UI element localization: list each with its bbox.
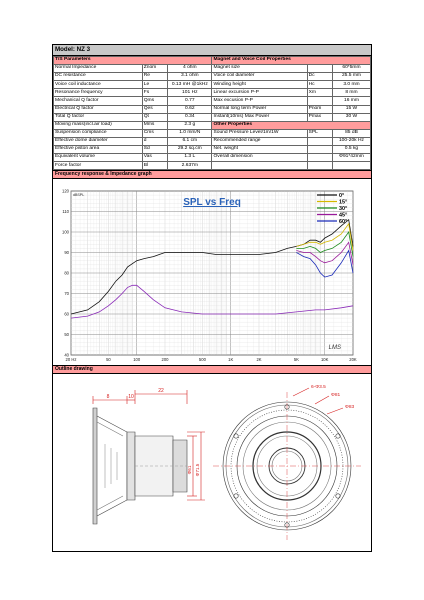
prop-value: 30 W <box>332 113 370 121</box>
x-tick-label: 100 <box>133 357 141 363</box>
x-tick-label: 500 <box>198 357 206 363</box>
legend-label: 45° <box>339 212 348 219</box>
frequency-graph <box>53 179 371 365</box>
model-title: Model: NZ 3 <box>53 45 371 56</box>
prop-value: 16 mm <box>332 97 370 105</box>
legend-label: 60° <box>339 219 348 226</box>
ts-name: Moving mass(incl.air load) <box>54 121 143 129</box>
dim-circle-3: Φ83 <box>345 405 355 411</box>
prop-symbol <box>307 65 332 73</box>
empty-cell <box>332 162 370 170</box>
x-tick-label: 1K <box>228 357 234 363</box>
prop-value: 3.0 mm <box>332 81 370 89</box>
x-tick-label: 20K <box>349 357 357 363</box>
ts-symbol: Qt <box>142 113 167 121</box>
ts-value: 0.13 mH @1kHz <box>168 81 212 89</box>
y-tick-label: 100 <box>62 229 69 235</box>
prop-symbol <box>307 97 332 105</box>
y-tick-label: 90 <box>64 250 69 256</box>
front-view <box>213 388 361 540</box>
ts-name: Electrical Q factor <box>54 105 143 113</box>
legend-label: 15° <box>339 199 348 206</box>
y-tick-label: 120 <box>62 188 69 194</box>
empty-cell <box>307 162 332 170</box>
prop-name: Max excusion P-P <box>212 97 307 105</box>
prop-value: 8 mm <box>332 89 370 97</box>
prop-value: 15 W <box>332 105 370 113</box>
prop-name: Magnet size <box>212 65 307 73</box>
ts-symbol: Re <box>142 73 167 81</box>
table-row <box>54 154 371 162</box>
prop-value: 85 dB <box>332 129 370 137</box>
ts-value: 6.1 cm <box>168 137 212 145</box>
prop-symbol: Xm <box>307 89 332 97</box>
dim-top-1: 8 <box>106 394 110 401</box>
datasheet <box>52 44 372 552</box>
ts-name: Voice coil inductance <box>54 81 143 89</box>
table-row <box>54 73 371 81</box>
ts-symbol: Bl <box>142 162 167 170</box>
mv-header: Magnet and Voice Coil Properties <box>212 57 371 65</box>
prop-symbol <box>307 154 332 162</box>
prop-name: Net. weight <box>212 146 307 154</box>
prop-name: Winding height <box>212 81 307 89</box>
x-tick-label: 200 <box>161 357 169 363</box>
prop-value: 60*5mm <box>332 65 370 73</box>
table-row <box>54 81 371 89</box>
x-tick-label: 5K <box>293 357 299 363</box>
ts-name: Resonance frequency <box>54 89 143 97</box>
dim-side-1: Φ61 <box>187 465 192 475</box>
prop-name: Instant(10ms) Max Power <box>212 113 307 121</box>
prop-name: Normal long term Power <box>212 105 307 113</box>
chart-title: SPL vs Freq <box>183 197 241 209</box>
table-row <box>54 129 371 137</box>
table-row <box>54 105 371 113</box>
ts-header: T/S Parameters <box>54 57 212 65</box>
ts-value: 1.3 L <box>168 154 212 162</box>
prop-name: Linear excursion P-P <box>212 89 307 97</box>
outline-svg <box>53 374 371 542</box>
dim-top-2: 10 <box>128 394 134 401</box>
other-header: Other Properties <box>212 121 371 129</box>
prop-name: Sound Pressure Level/1m/1W <box>212 129 307 137</box>
empty-cell <box>212 162 307 170</box>
x-tick-label: 20 Hz <box>65 357 77 363</box>
ts-symbol: Qes <box>142 105 167 113</box>
prop-name: Overall dimension <box>212 154 307 162</box>
ts-name: Effective piston area <box>54 146 143 154</box>
ts-symbol: Fs <box>142 89 167 97</box>
ts-value: 101 Hz <box>168 89 212 97</box>
dim-circle-1: 6-Φ3.5 <box>311 385 326 391</box>
table-row <box>54 113 371 121</box>
ts-name: Normal Impedance <box>54 65 143 73</box>
outline-section-header: Outline drawing <box>53 365 371 374</box>
table-row <box>54 89 371 97</box>
side-view <box>93 390 205 524</box>
y-tick-label: 40 <box>64 352 69 358</box>
ts-value: 0.62 <box>168 105 212 113</box>
ts-symbol: Znom <box>142 65 167 73</box>
prop-symbol: Hc <box>307 81 332 89</box>
prop-name: Recommended range <box>212 137 307 145</box>
dim-circle-2: Φ81 <box>331 393 341 399</box>
prop-value: 0.5 kg <box>332 146 370 154</box>
table-row <box>54 162 371 170</box>
ts-value: 3.1 ohm <box>168 73 212 81</box>
ts-symbol: Le <box>142 81 167 89</box>
ts-symbol: Cms <box>142 129 167 137</box>
x-tick-label: 2K <box>256 357 262 363</box>
table-row <box>54 65 371 73</box>
outline-drawing <box>53 374 371 542</box>
ts-value: 2.637m <box>168 162 212 170</box>
ts-symbol: d <box>142 137 167 145</box>
prop-value: 25.5 mm <box>332 73 370 81</box>
lms-watermark: LMS <box>328 345 341 352</box>
x-tick-label: 10K <box>320 357 329 363</box>
prop-value: 100-20k Hz <box>332 137 370 145</box>
table-header-row <box>54 57 371 65</box>
legend-label: 30° <box>339 206 348 213</box>
table-row <box>54 121 371 129</box>
ts-value: 4 ohm <box>168 65 212 73</box>
ts-value: 0.34 <box>168 113 212 121</box>
legend-label: 0° <box>339 193 345 200</box>
dim-side-2: Φ71.5 <box>195 464 200 477</box>
parameter-table <box>53 56 371 170</box>
ts-name: DC resistance <box>54 73 143 81</box>
ts-name: Suspension compliance <box>54 129 143 137</box>
ts-value: 29.2 sq.cm <box>168 146 212 154</box>
ts-symbol: Sd <box>142 146 167 154</box>
prop-symbol: Dc <box>307 73 332 81</box>
prop-symbol <box>307 137 332 145</box>
prop-symbol <box>307 146 332 154</box>
ts-name: Force factor <box>54 162 143 170</box>
prop-symbol: Pnom <box>307 105 332 113</box>
ts-name: Effective dome diameter <box>54 137 143 145</box>
ts-value: 2.3 g <box>168 121 212 129</box>
frequency-section-header: Frequency response & Impedance graph <box>53 170 371 179</box>
ts-symbol: Qms <box>142 97 167 105</box>
prop-symbol: Pmax <box>307 113 332 121</box>
ts-name: Equivalent volume <box>54 154 143 162</box>
prop-value: Φ91*42mm <box>332 154 370 162</box>
y-tick-label: 50 <box>64 332 69 338</box>
y-tick-label: 80 <box>64 270 69 276</box>
table-row <box>54 146 371 154</box>
dim-top-3: 22 <box>158 388 164 395</box>
ts-symbol: Mms <box>142 121 167 129</box>
ts-value: 0.77 <box>168 97 212 105</box>
table-row <box>54 137 371 145</box>
y-tick-label: 60 <box>64 311 69 317</box>
table-row <box>54 97 371 105</box>
prop-symbol: SPL <box>307 129 332 137</box>
ts-symbol: Vas <box>142 154 167 162</box>
x-tick-label: 50 <box>106 357 111 363</box>
y-tick-label: 70 <box>64 291 69 297</box>
y-tick-label: 110 <box>62 209 69 215</box>
ts-name: Total Q factor <box>54 113 143 121</box>
ts-name: Mechanical Q factor <box>54 97 143 105</box>
ts-value: 1.0 mm/N <box>168 129 212 137</box>
y-axis-label: dBSPL <box>73 193 85 198</box>
spl-chart <box>53 179 371 365</box>
prop-name: Voice coil diameter <box>212 73 307 81</box>
